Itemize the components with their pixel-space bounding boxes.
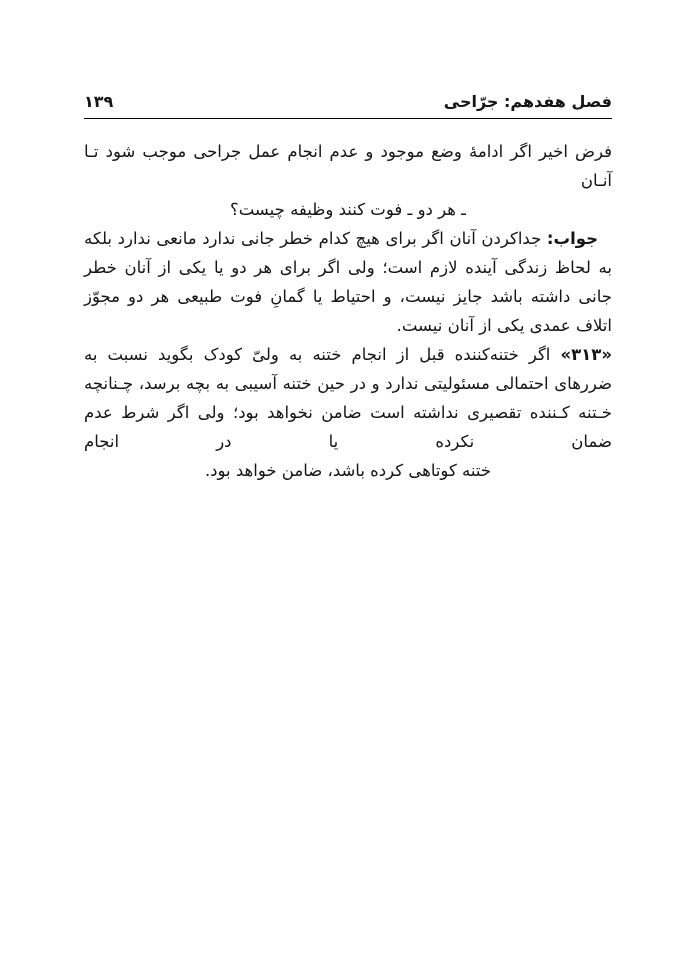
item-number: «۳۱۳»	[560, 345, 612, 364]
paragraph-text: جداکردن آنان اگر برای هیچ کدام خطر جانی ندارد مانعی ندارد بلکه به لحاظ زندگی آینده لازم است؛ ولی اگر برای هر دو یا یکی از آنان خطر جانی داشته باشد جایز نیست، و احتیاط یا گمانِ فوت طبیعی هر دو مجوّز اتلاف عمدی یکی از آنان نیست.	[84, 229, 612, 335]
answer-label: جواب:	[546, 229, 598, 248]
chapter-title: فصل هفدهم: جرّاحی	[443, 92, 612, 111]
page-body	[84, 137, 612, 485]
paragraph-answer	[84, 224, 612, 340]
page-header	[84, 92, 612, 111]
header-rule	[84, 118, 612, 119]
paragraph-text: اگر ختنه‌کننده قبل از انجام ختنه به ولیّ کودک بگوید نسبت به ضررهای احتمالی مسئولیتی ندارد و در حین ختنه آسیبی به بچه برسد، چـنانچه خـتنه کـننده تقصیری نداشته است ضامن نخواهد بود؛ ولی اگر شرط عدم ضمان نکرده یا در انجام	[84, 345, 612, 451]
paragraph-question-lastline: ـ هر دو ـ فوت کنند وظیفه چیست؟	[229, 200, 467, 219]
paragraph-question-body	[84, 137, 612, 195]
page-number: ۱۳۹	[84, 92, 114, 111]
paragraph-text: فرض اخیر اگر ادامهٔ وضع موجود و عدم انجام عمل جراحی موجب شود تـا آنـان	[84, 142, 612, 190]
paragraph-item-313-lastline: ختنه کوتاهی کرده باشد، ضامن خواهد بود.	[204, 461, 492, 480]
paragraph-item-313	[84, 340, 612, 456]
